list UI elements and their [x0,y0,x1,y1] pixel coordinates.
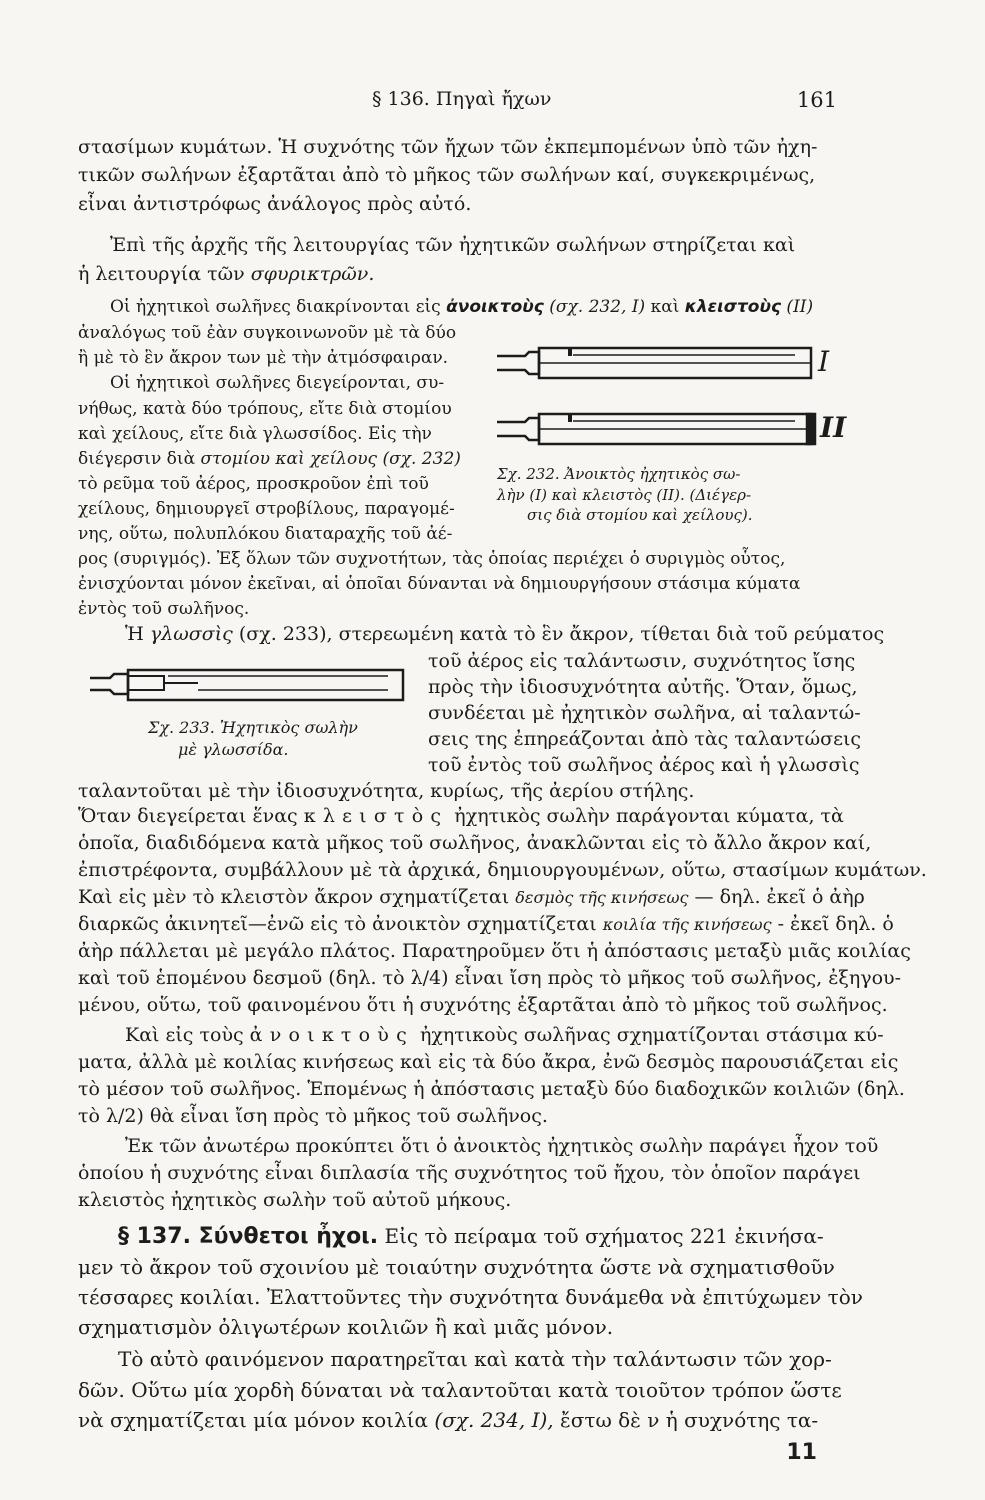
figure-232-caption: Σχ. 232. Ἀνοικτὸς ἠχητικὸς σω- [497,465,741,483]
text-line: Ἡ γλωσσὶς (σχ. 233), στερεωμένη κατὰ τὸ ἓν ἄκρον, τίθεται διὰ τοῦ ρεύματος [125,623,885,645]
text-line: στασίμων κυμάτων. Ἡ συχνότης τῶν ἤχων τῶν ἐκπεμπομένων ὑπὸ τῶν ἠχη- [78,136,818,158]
small-text-line: ἐνισχύονται μόνον ἐκεῖναι, αἱ ὁποῖαι δύνανται νὰ δημιουργήσουν στάσιμα κύματα [78,574,801,594]
small-text-line: Οἱ ἠχητικοὶ σωλῆνες διεγείρονται, συ- [110,373,445,393]
text-line: τέσσαρες κοιλίαι. Ἐλαττοῦντες τὴν συχνότητα δυνάμεθα νὰ ἐπιτύχωμεν τὸν [78,1285,863,1309]
small-text-line: τὸ ρεῦμα τοῦ ἀέρος, προσκροῦον ἐπὶ τοῦ [78,474,429,494]
text-line: Ἐκ τῶν ἀνωτέρω προκύπτει ὅτι ὁ ἀνοικτὸς ἠχητικὸς σωλὴν παράγει ἦχον τοῦ [125,1135,879,1157]
text-line: Καὶ εἰς μὲν τὸ κλειστὸν ἄκρον σχηματίζεται δεσμὸς τῆς κινήσεως — δηλ. ἐκεῖ ὁ ἀὴρ [78,886,865,908]
text-line: εἶναι ἀντιστρόφως ἀνάλογος πρὸς αὐτό. [78,193,472,215]
text-line: τοῦ ἐντὸς τοῦ σωλῆνος ἀέρος καὶ ἡ γλωσσὶς [428,754,860,776]
text-line: τικῶν σωλήνων ἐξαρτᾶται ἀπὸ τὸ μῆκος τῶν σωλήνων καί, συγκεκριμένως, [78,164,816,186]
text-line: μεν τὸ ἄκρον τοῦ σχοινίου μὲ τοιαύτην συχνότητα ὥστε νὰ σχηματισθοῦν [78,1255,835,1279]
text-line: ἀὴρ πάλλεται μὲ μεγάλο πλάτος. Παρατηροῦμεν ὅτι ἡ ἀπόστασις μεταξὺ μιᾶς κοιλίας [78,940,911,962]
page-number: 161 [796,88,837,112]
text-line: συνδέεται μὲ ἠχητικὸν σωλῆνα, αἱ ταλαντώ- [428,702,861,724]
small-text-line: ἀναλόγως τοῦ ἐὰν συγκοινωνοῦν μὲ τὰ δύο [78,323,457,343]
small-text-line: καὶ χείλους, εἴτε διὰ γλωσσίδος. Εἰς τὴν [78,424,432,444]
text-line: πρὸς τὴν ἰδιοσυχνότητα αὐτῆς. Ὅταν, ὅμως, [428,676,858,698]
printer-signature-mark: 11 [786,1440,817,1465]
figure-232-organ-pipes [495,338,835,458]
figure-label-I: I [818,345,830,378]
running-header: § 136. Πηγαὶ ἤχων [372,88,552,110]
text-line: ὁποίου ἡ συχνότης εἶναι διπλασία τῆς συχνότητος τοῦ ἤχου, τὸν ὁποῖον παράγει [78,1162,861,1184]
text-line: σχηματισμὸν ὀλιγωτέρων κοιλιῶν ἢ καὶ μιᾶς μόνον. [78,1315,614,1339]
small-text-line: χείλους, δημιουργεῖ στροβίλους, παραγομέ- [78,499,455,519]
closed-pipe-drawing [497,414,815,444]
text-line: νὰ σχηματίζεται μία μόνον κοιλία (σχ. 234, I), ἔστω δὲ ν ἡ συχνότης τα- [78,1408,819,1432]
text-line: Ὅταν διεγείρεται ἕνας κλειστὸς ἠχητικὸς σωλὴν παράγονται κύματα, τὰ [78,805,844,827]
figure-232-caption: σις διὰ στομίου καὶ χείλους). [527,506,753,524]
text-line: τοῦ ἀέρος εἰς ταλάντωσιν, συχνότητος ἴσης [428,650,856,672]
small-text-line: ρος (συριγμός). Ἐξ ὅλων τῶν συχνοτήτων, τὰς ὁποίας περιέχει ὁ συριγμὸς οὗτος, [78,549,786,569]
small-text-line: νης, οὕτω, πολυπλόκου διαταραχῆς τοῦ ἀέ- [78,524,453,544]
text-line: ἐπιστρέφοντα, συμβάλλουν μὲ τὰ ἀρχικά, δημιουργουμένων, οὕτω, στασίμων κυμάτων. [78,859,927,881]
figure-232-caption: λὴν (I) καὶ κλειστὸς (II). (Διέγερ- [497,486,752,504]
text-line: ταλαντοῦται μὲ τὴν ἰδιοσυχνότητα, κυρίως, τῆς ἀερίου στήλης. [78,780,695,802]
section-137-first-line: § 137. Σύνθετοι ἦχοι. Εἰς τὸ πείραμα τοῦ σχήματος 221 ἐκινήσα- [118,1224,824,1249]
text-line: Ἐπὶ τῆς ἀρχῆς τῆς λειτουργίας τῶν ἠχητικῶν σωλήνων στηρίζεται καὶ [110,234,796,256]
text-line: δῶν. Οὕτω μία χορδὴ δύναται νὰ ταλαντοῦται κατὰ τοιοῦτον τρόπον ὥστε [78,1378,842,1402]
small-text-line: ἐντὸς τοῦ σωλῆνος. [78,599,250,619]
text-line: τὸ λ/2) θὰ εἶναι ἴση πρὸς τὸ μῆκος τοῦ σωλῆνος. [78,1105,548,1127]
small-text-line: διέγερσιν διὰ στομίου καὶ χείλους (σχ. 232) [78,449,461,469]
text-line: ματα, ἀλλὰ μὲ κοιλίας κινήσεως καὶ εἰς τὰ δύο ἄκρα, ἐνῶ δεσμὸς παρουσιάζεται εἰς [78,1051,899,1073]
section-heading: § 137. Σύνθετοι ἦχοι. [118,1224,379,1249]
text-line: ὁποῖα, διαδιδόμενα κατὰ μῆκος τοῦ σωλῆνος, ἀνακλῶνται εἰς τὸ ἄλλο ἄκρον καί, [78,832,872,854]
small-text-line: ἢ μὲ τὸ ἓν ἄκρον των μὲ τὴν ἀτμόσφαιραν. [78,348,449,368]
text-line: σεις της ἐπηρεάζονται ἀπὸ τὰς ταλαντώσεις [428,728,862,750]
text-line: κλειστὸς ἠχητικὸς σωλὴν τοῦ αὐτοῦ μήκους. [78,1189,512,1211]
figure-label-II: II [820,411,847,444]
small-text-line: νήθως, κατὰ δύο τρόπους, εἴτε διὰ στομίου [78,399,452,419]
text-line: Τὸ αὐτὸ φαινόμενον παρατηρεῖται καὶ κατὰ τὴν ταλάντωσιν τῶν χορ- [118,1347,832,1371]
text-line: Καὶ εἰς τοὺς ἀνοικτοὺς ἠχητικοὺς σωλῆνας σχηματίζονται στάσιμα κύ- [125,1024,884,1046]
open-pipe-drawing [497,348,811,378]
text-line: καὶ τοῦ ἑπομένου δεσμοῦ (δηλ. τὸ λ/4) εἶναι ἴση πρὸς τὸ μῆκος τοῦ σωλῆνος, ἐξηγου- [78,967,902,989]
text-line: μένου, οὕτω, τοῦ φαινομένου ὅτι ἡ συχνότης ἐξαρτᾶται ἀπὸ τὸ μῆκος τοῦ σωλῆνος. [78,994,888,1016]
figure-233-caption: Σχ. 233. Ἠχητικὸς σωλὴν [148,718,358,737]
italic-term: σφυρικτρῶν. [250,263,375,285]
small-text-line: Οἱ ἠχητικοὶ σωλῆνες διακρίνονται εἰς ἀνοικτοὺς (σχ. 232, I) καὶ κλειστοὺς (II) [110,297,814,317]
figure-233-caption: μὲ γλωσσίδα. [178,740,289,759]
figure-233-reed-pipe [88,652,408,712]
text-line: τὸ μέσον τοῦ σωλῆνος. Ἑπομένως ἡ ἀπόστασις μεταξὺ δύο διαδοχικῶν κοιλιῶν (δηλ. [78,1078,905,1100]
text-line: διαρκῶς ἀκινητεῖ—ἐνῶ εἰς τὸ ἀνοικτὸν σχηματίζεται κοιλία τῆς κινήσεως - ἐκεῖ δηλ. ὁ [78,913,894,935]
text-line: ἡ λειτουργία τῶν σφυρικτρῶν. [78,263,375,285]
